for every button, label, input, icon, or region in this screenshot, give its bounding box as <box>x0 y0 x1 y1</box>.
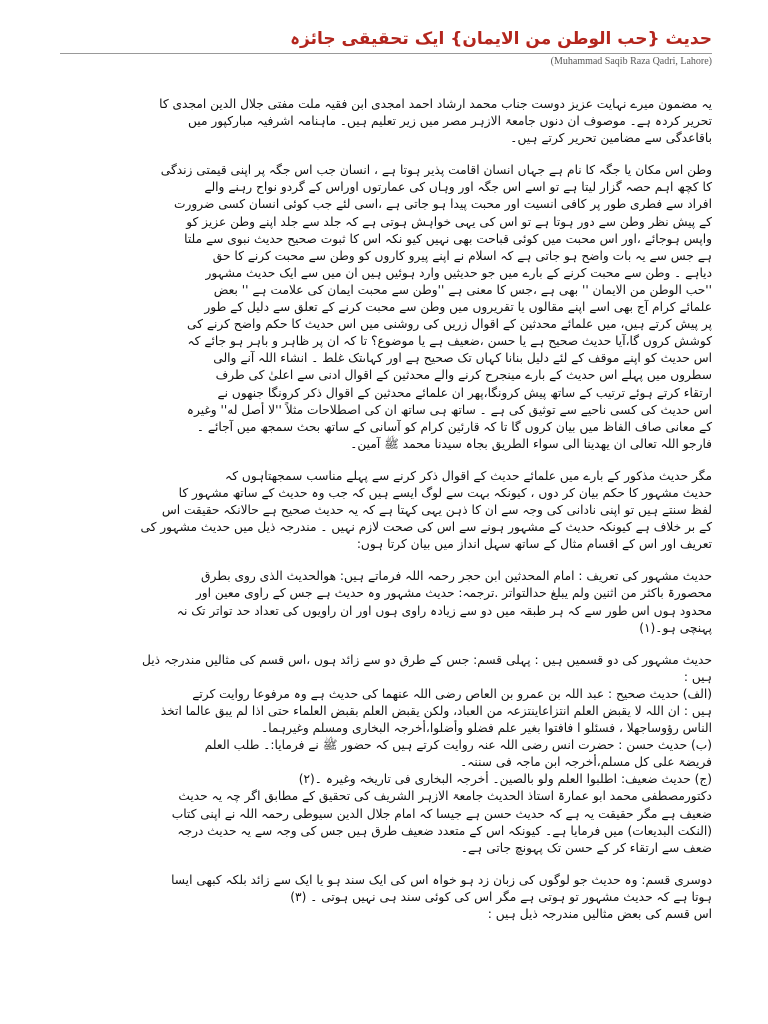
text-line: کے بر خلاف ہے کیونکہ حدیث کے مشہور ہونے سے اس کی صحت لازم نہیں ۔ مندرجہ ذیل میں حدیث مشہور کی <box>140 520 712 535</box>
text-line: ارتقاء کرتے ہوئے ترتیب کے ساتھ پیش کرونگا،پھر ان علمائے محدثین کے اقوال ذکر کرونگا جنھوں نے <box>217 385 712 400</box>
text-line: باقاعدگی سے مضامین تحریر کرتے ہیں۔ <box>510 131 712 146</box>
paragraph <box>92 568 712 636</box>
text-line: تعریف اور اس کے اقسام مثال کے ساتھ سہل انداز میں بیان کرتا ہوں: <box>356 537 712 552</box>
text-line: پر پیش کرتے ہیں، میں علمائے محدثین کے اقوال زریں کی روشنی میں اس حدیث کا حکم واضح کرنے کی <box>187 317 712 332</box>
text-line: ضعف سے ارتقاء کر کے حسن تک پہونچ جاتی ہے۔ <box>460 840 712 855</box>
text-line: الناس رؤوساجھلا ، فسئلو ا فافتوا بغیر علم فضلو وأضلوا،أخرجہ البخاری ومسلم وغیرہما۔ <box>261 721 712 736</box>
text-line: حدیث مشہور کی دو قسمیں ہیں : پہلی قسم: جس کے طرق دو سے زائد ہوں ،اس قسم کی مثالیں مندرجہ ذیل <box>142 652 712 667</box>
paragraph <box>92 162 712 453</box>
text-line: کا کچھ اہم حصہ گزار لیتا ہے تو اسے اس جگہ اور وہاں کی عمارتوں اوراس کے گردو نواح رہنے والے <box>204 180 712 195</box>
text-line: فریضۃ علی کل مسلم،أخرجہ ابن ماجہ فی سننہ۔ <box>460 755 712 770</box>
text-line: وطن اس مکان یا جگہ کا نام ہے جہاں انسان اقامت پذیر ہوتا ہے ، انسان جب اس جگہ پر اپنی قیمتی زندگی <box>160 163 712 178</box>
text-line: محصورۃ باکثر من اثنین ولم یبلغ حدالتواتر .ترجمہ: حدیث مشہور وہ حدیث ہے جس کے راوی معین اور <box>195 586 712 601</box>
text-line: کے پیش نظر وطن سے دور ہوتا ہے تو اس کی یہی خواہش ہوتی ہے کہ جلد سے جلد اپنے وطن عزیز کو <box>186 214 712 229</box>
text-line: یہ مضمون میرے نہایت عزیز دوست جناب محمد ارشاد احمد امجدی ابن فقیہ ملت مفتی جلال الدین امجدی کا <box>159 97 712 111</box>
text-line: اس حدیث کی کسی ناحیے سے توثیق کی ہے ۔ ساتھ ہی ساتھ ان کی اصطلاحات مثلاً ''لا أصل له'' وغیرہ <box>186 402 712 417</box>
text-line: حدیث مشہور کا حکم بیان کر دوں ، کیونکہ بہت سے لوگ ایسے ہیں کہ جب وہ حدیث کے ساتھ مشہور کا <box>178 485 712 500</box>
text-line: اس حدیث کو اپنے موقف کے لئے دلیل بنانا کہاں تک صحیح ہے اور کہاںتک غلط ۔ انشاء اللہ آنے والی <box>213 351 712 366</box>
text-line: ضعیف ہے مگر حقیقت یہ ہے کہ حدیث حسن ہے جیسا کہ امام جلال الدین سیوطی رحمہ اللہ نے اپنی کتاب <box>171 806 712 821</box>
text-line: پہنچی ہو۔(۱) <box>639 620 712 635</box>
text-line: مگر حدیث مذکور کے بارے میں علمائے حدیث کے اقوال ذکر کرنے سے پہلے مناسب سمجھتاہوں کہ <box>225 468 712 483</box>
text-line: (النکت البدیعات) میں فرمایا ہے۔ کیونکہ اس کے متعدد ضعیف طرق ہیں جس کی وجہ سے یہ حدیث درجہ <box>177 823 712 838</box>
text-line: ''حب الوطن من الایمان '' بھی ہے ،جس کا معنی ہے ''وطن سے محبت ایمان کی علامت ہے '' بعض <box>213 282 712 297</box>
text-line: کے معانی صاف الفاظ میں بیان کروں گا تا کہ قارئین کرام کو آسانی کے ساتھ بحث سمجھ میں آجائے ۔ <box>196 419 712 434</box>
paragraph <box>92 872 712 923</box>
text-line: ہیں : <box>683 669 712 684</box>
paragraph <box>92 468 712 553</box>
text-line: محدود ہوں اس طور سے کہ ہر طبقہ میں دو سے زیادہ راوی ہوں اور ان راویوں کی تعداد حد تواتر تک نہ <box>176 603 712 618</box>
text-line: (ج) حدیث ضعیف: اطلبوا العلم ولو بالصین۔ أخرجہ البخاری فی تاریخہ وغیرہ ۔(۲) <box>298 772 712 787</box>
text-line: دیاہے ۔ وطن سے محبت کرنے کے بارے میں جو حدیثیں وارد ہوئیں ہیں ان میں سے ایک حدیث مشہور <box>205 265 712 280</box>
paragraph <box>92 96 712 147</box>
text-line: واپس ہوجائے ،اور اس محبت میں کوئی قباحت بھی نہیں کیو نکہ اس کا ثبوت صحیح حدیث نبوی سے ملتا <box>184 231 712 246</box>
page-title: حدیث {حب الوطن من الایمان} ایک تحقیقی جائزہ <box>290 29 712 49</box>
author-credit: (Muhammad Saqib Raza Qadri, Lahore) <box>550 56 712 67</box>
title-divider <box>60 53 712 54</box>
text-line: حدیث مشہور کی تعریف : امام المحدثین ابن حجر رحمہ اللہ فرماتے ہیں: ھوالحدیث الذی روی بطرق <box>201 569 712 584</box>
text-line: سطروں میں پہلے اس حدیث کے بارے مینجرح کرنے والے محدثین کے اقوال ادنی سے اعلیٰ کی طرف <box>215 368 712 383</box>
text-line: ہیں : ان اللہ لا یقبض العلم انتزاعاینتزعہ من العباد، ولکن یقبض العلم بقبض العلماء حتی اذا لم یبق عالما اتخذ <box>160 704 712 718</box>
article-body <box>92 96 712 938</box>
text-line: (الف) حدیث صحیح : عبد اللہ بن عمرو بن العاص رضی اللہ عنھما کی حدیث ہے وہ مرفوعا روایت کرتے <box>192 686 712 701</box>
paragraph <box>92 652 712 857</box>
text-line: علمائے کرام آج بھی اسے اپنے مقالوں یا تقریروں میں وطن سے محبت کرنے کے تعلق سے دلیل کے طور <box>204 300 712 315</box>
text-line: دکتورمصطفی محمد ابو عمارۃ استاذ الحدیث جامعۃ الازہر الشریف کی تحقیق کے مطابق اگر چہ یہ حدیث <box>178 789 712 804</box>
text-line: تحریر کردہ ہے۔ موصوف ان دنوں جامعۃ الازہر مصر میں زیر تعلیم ہیں۔ ماہنامہ اشرفیہ مبارکپور میں <box>188 114 712 129</box>
document-header <box>60 28 712 67</box>
text-line: دوسری قسم: وہ حدیث جو لوگوں کی زبان زد ہو خواہ اس کی ایک سند ہو یا ایک سے زائد بلکہ کبھی ایسا <box>171 872 712 887</box>
text-line: کوشش کروں گا،آیا حدیث صحیح ہے یا حسن ،ضعیف ہے یا موضوع؟ تا کہ ان پر ظاہر و باہر ہو جائے کہ <box>187 334 712 349</box>
text-line: افراد سے فطری طور پر کافی انسیت اور محبت پیدا ہو جاتی ہے ،اسی لئے جب کوئی انسان کسی ضرورت <box>174 197 712 212</box>
text-line: فارجو اللہ تعالی ان یھدینا الی سواء الطریق بجاہ سیدنا محمد ﷺ آمین۔ <box>350 436 712 451</box>
text-line: (ب) حدیث حسن : حضرت انس رضی اللہ عنہ روایت کرتے ہیں کہ حضور ﷺ نے فرمایا:۔ طلب العلم <box>204 738 712 753</box>
text-line: لفظ سنتے ہیں تو اپنی نادانی کی وجہ سے ان کا ذہن یہی کہتا ہے کہ یہ حدیث صحیح ہے حالانکہ حقیقت اس <box>161 503 712 518</box>
text-line: ہے جس سے یہ بات واضح ہو جاتی ہے کہ اسلام نے اپنے پیرو کاروں کو وطن سے محبت کرنے کا حق <box>212 248 712 263</box>
text-line: ہوتا ہے کہ حدیث مشہور تو ہوتی ہے مگر اس کی کوئی سند ہی نہیں ہوتی ۔ (۳) <box>290 889 712 904</box>
text-line: اس قسم کی بعض مثالیں مندرجہ ذیل ہیں : <box>487 907 712 922</box>
